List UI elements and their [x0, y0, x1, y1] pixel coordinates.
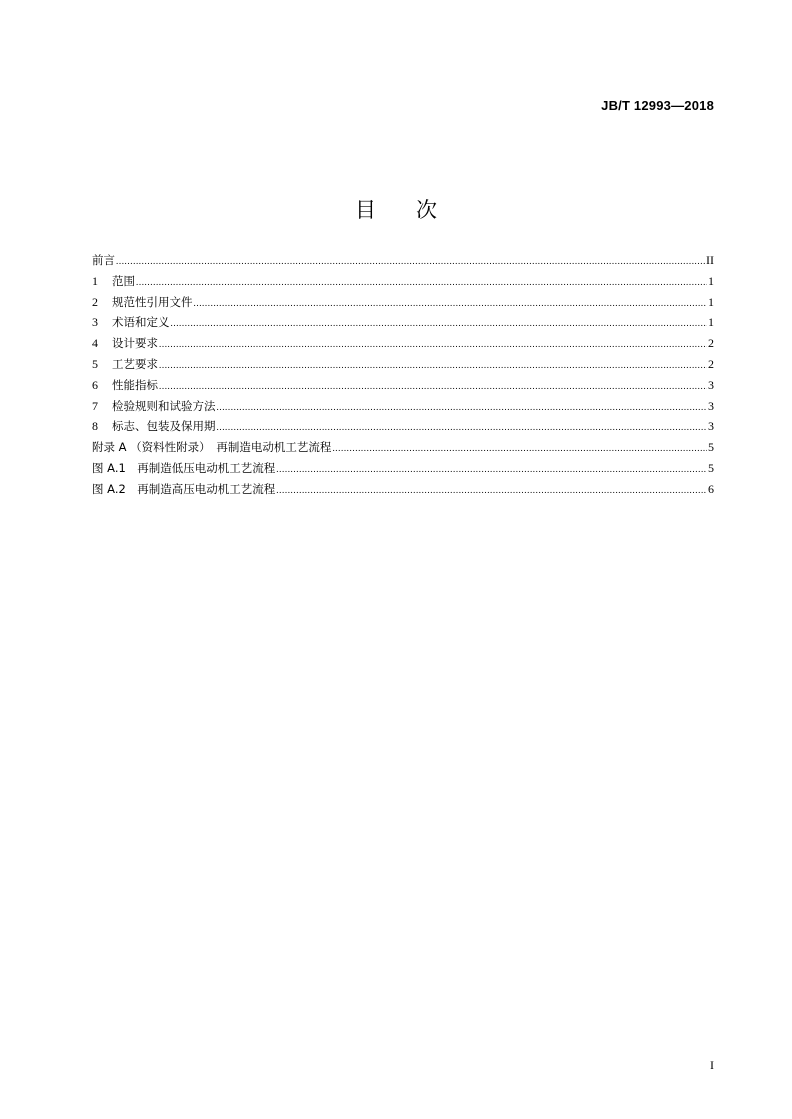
toc-entry-appendix-a[interactable]	[92, 437, 714, 458]
dot-leader	[194, 293, 708, 314]
toc-entry-performance-indicators[interactable]	[92, 375, 714, 396]
toc-entry-page: 5	[708, 460, 714, 475]
toc-entry-number: 8	[92, 419, 98, 434]
toc-entry-page: 6	[708, 481, 714, 496]
dot-leader	[332, 438, 707, 459]
toc-entry-design-requirements[interactable]	[92, 333, 714, 354]
toc-entry-number: 7	[92, 398, 98, 413]
toc-entry-number: 2	[92, 294, 98, 309]
toc-entry-page: 3	[708, 419, 714, 434]
toc-entry-text: 标志、包装及保用期	[112, 419, 216, 434]
dot-leader	[159, 334, 707, 355]
toc-entry-page: 3	[708, 398, 714, 413]
toc-entry-text: 图 A.1 再制造低压电动机工艺流程	[92, 460, 276, 475]
toc-entry-page: 1	[708, 273, 714, 288]
toc-entry-text: 前言	[92, 253, 115, 267]
toc-entry-text: 规范性引用文件	[112, 294, 193, 309]
toc-entry-page: 1	[708, 294, 714, 309]
document-code: JB/T 12993—2018	[601, 98, 714, 113]
toc-title	[0, 194, 792, 224]
toc-entry-process-requirements[interactable]	[92, 354, 714, 375]
toc-entry-page: 1	[708, 315, 714, 330]
toc-entry-page: 5	[708, 440, 714, 455]
toc-entry-foreword[interactable]	[92, 250, 714, 271]
toc-entry-marking-packaging-warranty[interactable]	[92, 416, 714, 437]
toc-entry-page: 3	[708, 377, 714, 392]
dot-leader	[276, 459, 707, 480]
dot-leader	[159, 355, 707, 376]
toc-entry-page: 2	[708, 336, 714, 351]
toc-entry-number: 3	[92, 315, 98, 330]
toc-entry-number: 5	[92, 356, 98, 371]
toc-entry-text: 图 A.2 再制造高压电动机工艺流程	[92, 481, 276, 496]
toc-entry-page: II	[706, 253, 714, 267]
toc-entry-number: 6	[92, 377, 98, 392]
toc-entry-inspection-test-methods[interactable]	[92, 396, 714, 417]
toc-entry-scope[interactable]	[92, 271, 714, 292]
dot-leader	[217, 397, 708, 418]
page-number: I	[710, 1058, 714, 1072]
toc-entry-normative-references[interactable]	[92, 292, 714, 313]
toc-entry-text: 范围	[112, 273, 135, 288]
toc-entry-figure-a1[interactable]	[92, 458, 714, 479]
toc-entry-text: 性能指标	[112, 377, 158, 392]
dot-leader	[116, 251, 705, 272]
toc-list	[92, 250, 714, 500]
dot-leader	[217, 417, 708, 438]
toc-entry-text: 工艺要求	[112, 356, 158, 371]
toc-entry-figure-a2[interactable]	[92, 479, 714, 500]
dot-leader	[276, 480, 707, 501]
toc-entry-terms-definitions[interactable]	[92, 312, 714, 333]
toc-title-part2: 次	[416, 198, 437, 223]
toc-entry-text: 术语和定义	[112, 315, 170, 330]
toc-entry-number: 4	[92, 336, 98, 351]
toc-entry-text: 设计要求	[112, 336, 158, 351]
toc-entry-page: 2	[708, 356, 714, 371]
dot-leader	[159, 376, 707, 397]
toc-entry-text: 检验规则和试验方法	[112, 398, 216, 413]
toc-title-part1: 目	[355, 198, 376, 223]
toc-entry-number: 1	[92, 273, 98, 288]
dot-leader	[171, 313, 708, 334]
toc-entry-text: 附录 A （资料性附录） 再制造电动机工艺流程	[92, 440, 332, 455]
dot-leader	[136, 272, 707, 293]
